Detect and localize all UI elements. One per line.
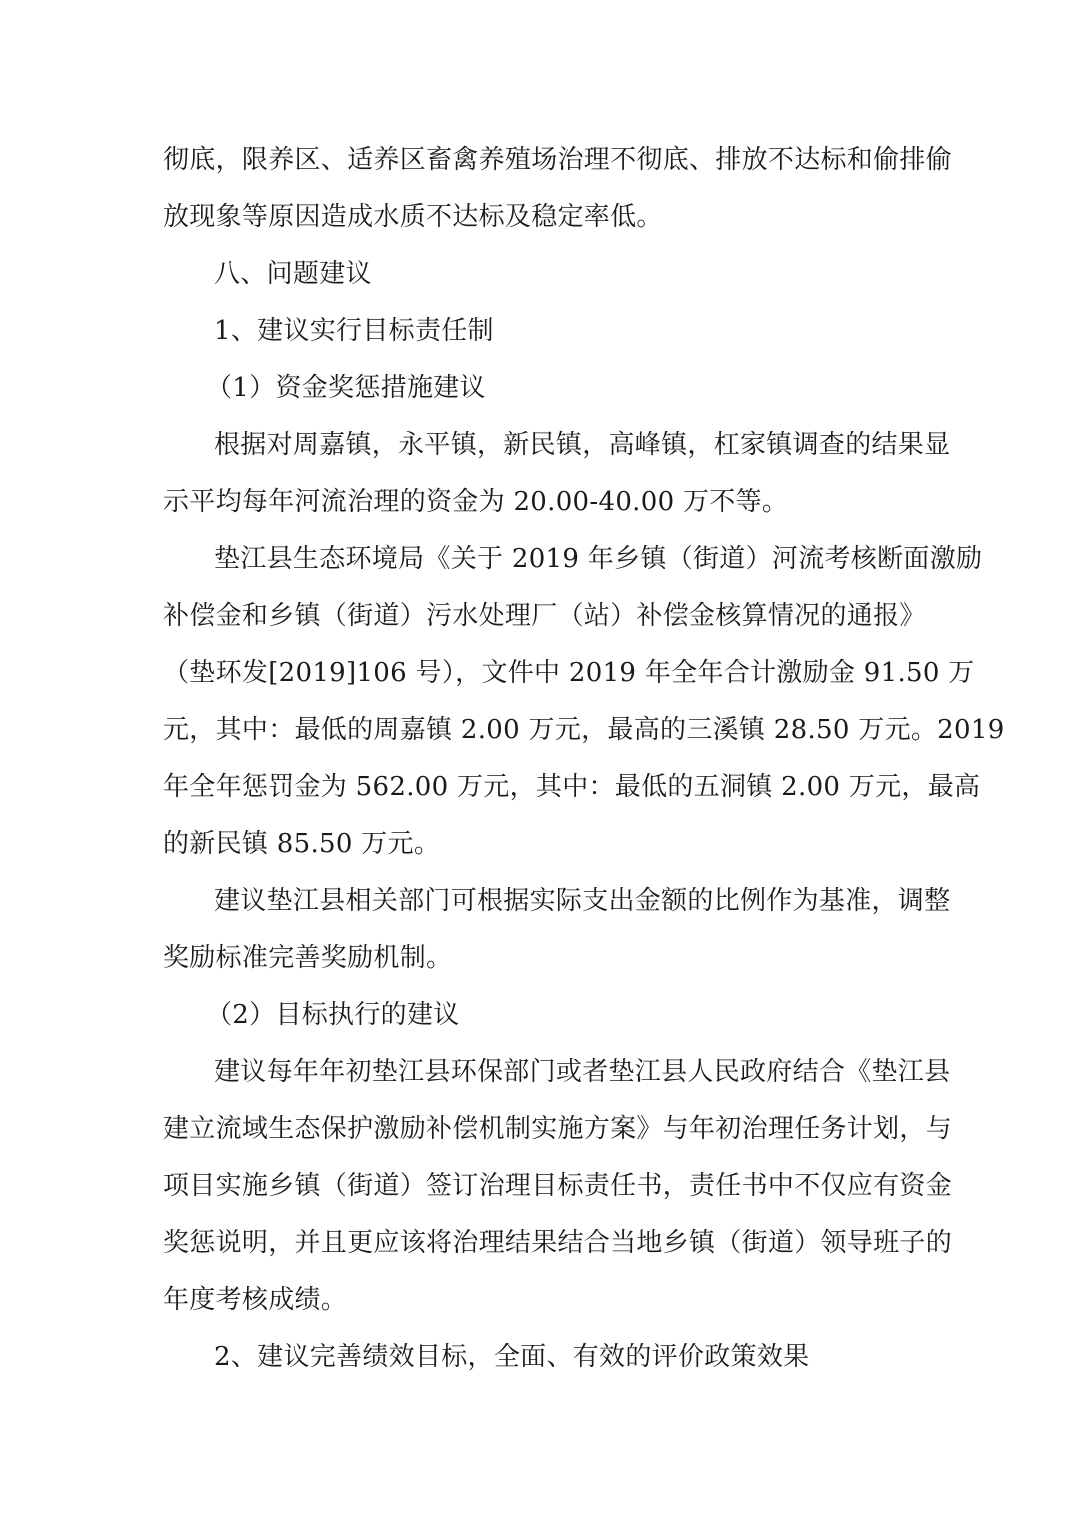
paragraph-line: 元，其中：最低的周嘉镇 2.00 万元，最高的三溪镇 28.50 万元。2019 bbox=[163, 715, 1005, 745]
subsection-heading: 2、建议完善绩效目标，全面、有效的评价政策效果 bbox=[214, 1342, 810, 1372]
paragraph-line: 示平均每年河流治理的资金为 20.00-40.00 万不等。 bbox=[163, 487, 789, 517]
subsection-heading: （2）目标执行的建议 bbox=[206, 1000, 460, 1030]
paragraph-line: 奖励标准完善奖励机制。 bbox=[163, 943, 453, 973]
paragraph-line: （垫环发[2019]106 号），文件中 2019 年全年合计激励金 91.50 万 bbox=[163, 658, 975, 688]
subsection-heading: （1）资金奖惩措施建议 bbox=[206, 373, 486, 403]
paragraph-line: 的新民镇 85.50 万元。 bbox=[163, 829, 441, 859]
paragraph-line: 补偿金和乡镇（街道）污水处理厂（站）补偿金核算情况的通报》 bbox=[163, 601, 926, 631]
paragraph-line: 垫江县生态环境局《关于 2019 年乡镇（街道）河流考核断面激励 bbox=[214, 544, 983, 574]
paragraph-line: 年全年惩罚金为 562.00 万元，其中：最低的五洞镇 2.00 万元，最高 bbox=[163, 772, 981, 802]
paragraph-line: 建立流域生态保护激励补偿机制实施方案》与年初治理任务计划，与 bbox=[163, 1114, 953, 1144]
paragraph-line: 项目实施乡镇（街道）签订治理目标责任书，责任书中不仅应有资金 bbox=[163, 1171, 953, 1201]
paragraph-line: 根据对周嘉镇，永平镇，新民镇，高峰镇，杠家镇调查的结果显 bbox=[214, 430, 951, 460]
subsection-heading: 1、建议实行目标责任制 bbox=[214, 316, 494, 346]
paragraph-line: 放现象等原因造成水质不达标及稳定率低。 bbox=[163, 202, 663, 232]
paragraph-line: 建议每年年初垫江县环保部门或者垫江县人民政府结合《垫江县 bbox=[214, 1057, 951, 1087]
paragraph-line: 奖惩说明，并且更应该将治理结果结合当地乡镇（街道）领导班子的 bbox=[163, 1228, 953, 1258]
section-heading: 八、问题建议 bbox=[214, 259, 372, 289]
paragraph-line: 彻底，限养区、适养区畜禽养殖场治理不彻底、排放不达标和偷排偷 bbox=[163, 145, 953, 175]
paragraph-line: 年度考核成绩。 bbox=[163, 1285, 348, 1315]
paragraph-line: 建议垫江县相关部门可根据实际支出金额的比例作为基准，调整 bbox=[214, 886, 951, 916]
